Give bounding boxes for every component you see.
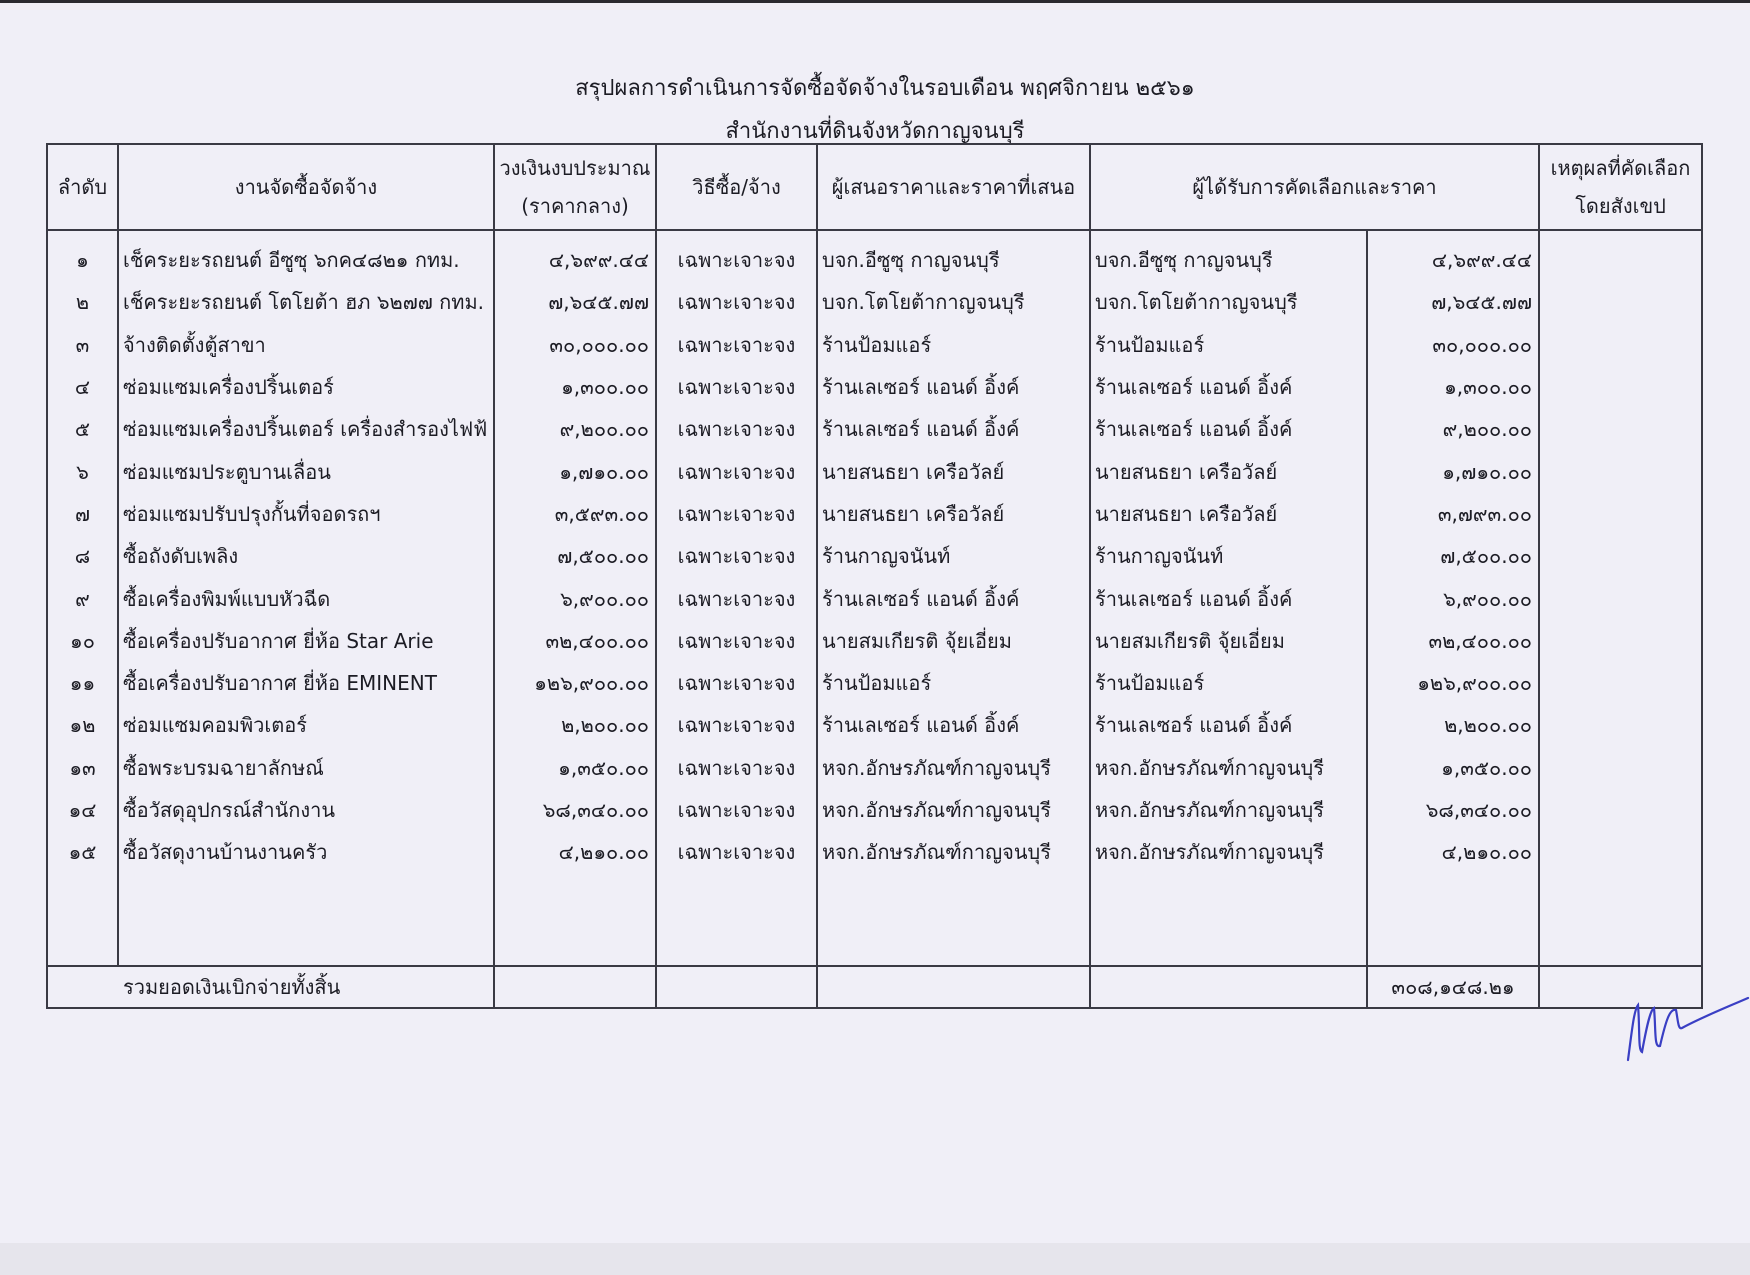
cell-bidder: หจก.อักษรภัณฑ์กาญจนบุรี xyxy=(817,747,1090,789)
cell-method: เฉพาะเจาะจง xyxy=(656,535,817,577)
total-row xyxy=(47,966,1702,1008)
cell-winner: บจก.อีซูซุ กาญจนบุรี xyxy=(1090,230,1367,281)
cell-no: ๓ xyxy=(47,324,118,366)
cell-item: ซื้อเครื่องพิมพ์แบบหัวฉีด xyxy=(118,577,494,619)
cell-no: ๙ xyxy=(47,577,118,619)
cell-bidder: ร้านเลเซอร์ แอนด์ อิ้งค์ xyxy=(817,408,1090,450)
handwritten-signature xyxy=(1620,960,1750,1070)
scan-bottom-edge xyxy=(0,1243,1750,1275)
cell-method: เฉพาะเจาะจง xyxy=(656,450,817,492)
cell-price: ๔,๖๙๙.๔๔ xyxy=(1367,230,1539,281)
cell-budget: ๗,๖๔๕.๗๗ xyxy=(494,281,656,323)
table-row xyxy=(47,577,1702,619)
cell-budget: ๗,๕๐๐.๐๐ xyxy=(494,535,656,577)
cell-budget: ๖,๙๐๐.๐๐ xyxy=(494,577,656,619)
cell-price: ๑,๓๕๐.๐๐ xyxy=(1367,747,1539,789)
cell-method: เฉพาะเจาะจง xyxy=(656,831,817,873)
cell-price: ๓,๗๙๓.๐๐ xyxy=(1367,493,1539,535)
cell-bidder: นายสนธยา เครือวัลย์ xyxy=(817,493,1090,535)
table-row xyxy=(47,662,1702,704)
header-budget-line1: วงเงินงบประมาณ xyxy=(499,156,651,180)
cell-reason xyxy=(1539,230,1702,281)
cell-budget: ๙,๒๐๐.๐๐ xyxy=(494,408,656,450)
table-row xyxy=(47,789,1702,831)
cell-item: ซ่อมแซมประตูบานเลื่อน xyxy=(118,450,494,492)
cell-bidder: ร้านป้อมแอร์ xyxy=(817,324,1090,366)
header-budget xyxy=(494,144,656,230)
table-spacer-row xyxy=(47,873,1702,966)
cell-no: ๑๓ xyxy=(47,747,118,789)
header-budget-line2: (ราคากลาง) xyxy=(521,194,629,218)
cell-no: ๔ xyxy=(47,366,118,408)
table-row xyxy=(47,281,1702,323)
cell-winner: บจก.โตโยต้ากาญจนบุรี xyxy=(1090,281,1367,323)
cell-no: ๑๑ xyxy=(47,662,118,704)
document-subtitle: สำนักงานที่ดินจังหวัดกาญจนบุรี xyxy=(725,119,1025,144)
cell-item: ซื้อวัสดุอุปกรณ์สำนักงาน xyxy=(118,789,494,831)
cell-budget: ๑,๓๐๐.๐๐ xyxy=(494,366,656,408)
cell-item: ซ่อมแซมปรับปรุงกั้นที่จอดรถฯ xyxy=(118,493,494,535)
procurement-table xyxy=(46,143,1703,1009)
cell-winner: หจก.อักษรภัณฑ์กาญจนบุรี xyxy=(1090,831,1367,873)
cell-reason xyxy=(1539,620,1702,662)
cell-bidder: ร้านเลเซอร์ แอนด์ อิ้งค์ xyxy=(817,577,1090,619)
cell-method: เฉพาะเจาะจง xyxy=(656,577,817,619)
cell-bidder: หจก.อักษรภัณฑ์กาญจนบุรี xyxy=(817,831,1090,873)
table-row xyxy=(47,366,1702,408)
cell-budget: ๓,๕๙๓.๐๐ xyxy=(494,493,656,535)
cell-method: เฉพาะเจาะจง xyxy=(656,662,817,704)
cell-reason xyxy=(1539,704,1702,746)
table-row xyxy=(47,747,1702,789)
cell-reason xyxy=(1539,789,1702,831)
cell-method: เฉพาะเจาะจง xyxy=(656,324,817,366)
cell-reason xyxy=(1539,366,1702,408)
table-row xyxy=(47,831,1702,873)
cell-budget: ๑๒๖,๙๐๐.๐๐ xyxy=(494,662,656,704)
cell-reason xyxy=(1539,408,1702,450)
cell-winner: ร้านเลเซอร์ แอนด์ อิ้งค์ xyxy=(1090,366,1367,408)
cell-budget: ๔,๖๙๙.๔๔ xyxy=(494,230,656,281)
cell-reason xyxy=(1539,662,1702,704)
table-row xyxy=(47,493,1702,535)
cell-item: ซ่อมแซมเครื่องปริ้นเตอร์ เครื่องสำรองไฟฟ้ xyxy=(118,408,494,450)
cell-method: เฉพาะเจาะจง xyxy=(656,281,817,323)
cell-price: ๑,๗๑๐.๐๐ xyxy=(1367,450,1539,492)
cell-no: ๘ xyxy=(47,535,118,577)
header-winner: ผู้ได้รับการคัดเลือกและราคา xyxy=(1090,144,1539,230)
table-row xyxy=(47,408,1702,450)
header-method: วิธีซื้อ/จ้าง xyxy=(656,144,817,230)
cell-bidder: นายสนธยา เครือวัลย์ xyxy=(817,450,1090,492)
header-row xyxy=(47,144,1702,230)
cell-no: ๑๒ xyxy=(47,704,118,746)
cell-reason xyxy=(1539,747,1702,789)
table-row xyxy=(47,535,1702,577)
cell-method: เฉพาะเจาะจง xyxy=(656,408,817,450)
cell-no: ๕ xyxy=(47,408,118,450)
cell-winner: นายสนธยา เครือวัลย์ xyxy=(1090,493,1367,535)
cell-bidder: ร้านเลเซอร์ แอนด์ อิ้งค์ xyxy=(817,704,1090,746)
cell-bidder: ร้านเลเซอร์ แอนด์ อิ้งค์ xyxy=(817,366,1090,408)
scan-top-edge xyxy=(0,0,1750,3)
cell-winner: ร้านกาญจนันท์ xyxy=(1090,535,1367,577)
cell-winner: นายสนธยา เครือวัลย์ xyxy=(1090,450,1367,492)
cell-price: ๓๒,๔๐๐.๐๐ xyxy=(1367,620,1539,662)
cell-budget: ๒,๒๐๐.๐๐ xyxy=(494,704,656,746)
cell-winner: หจก.อักษรภัณฑ์กาญจนบุรี xyxy=(1090,789,1367,831)
cell-method: เฉพาะเจาะจง xyxy=(656,366,817,408)
cell-price: ๓๐,๐๐๐.๐๐ xyxy=(1367,324,1539,366)
cell-reason xyxy=(1539,281,1702,323)
header-reason xyxy=(1539,144,1702,230)
cell-no: ๑๔ xyxy=(47,789,118,831)
cell-reason xyxy=(1539,831,1702,873)
cell-no: ๗ xyxy=(47,493,118,535)
cell-reason xyxy=(1539,324,1702,366)
cell-winner: ร้านเลเซอร์ แอนด์ อิ้งค์ xyxy=(1090,577,1367,619)
cell-item: ซื้อเครื่องปรับอากาศ ยี่ห้อ EMINENT xyxy=(118,662,494,704)
table-row xyxy=(47,704,1702,746)
cell-method: เฉพาะเจาะจง xyxy=(656,620,817,662)
cell-bidder: หจก.อักษรภัณฑ์กาญจนบุรี xyxy=(817,789,1090,831)
cell-item: ซื้อวัสดุงานบ้านงานครัว xyxy=(118,831,494,873)
cell-price: ๙,๒๐๐.๐๐ xyxy=(1367,408,1539,450)
cell-winner: ร้านเลเซอร์ แอนด์ อิ้งค์ xyxy=(1090,704,1367,746)
cell-no: ๑ xyxy=(47,230,118,281)
cell-reason xyxy=(1539,450,1702,492)
table-row xyxy=(47,450,1702,492)
cell-budget: ๔,๒๑๐.๐๐ xyxy=(494,831,656,873)
cell-method: เฉพาะเจาะจง xyxy=(656,493,817,535)
header-reason-line2: โดยสังเขป xyxy=(1575,194,1666,218)
cell-method: เฉพาะเจาะจง xyxy=(656,747,817,789)
cell-budget: ๑,๗๑๐.๐๐ xyxy=(494,450,656,492)
cell-reason xyxy=(1539,535,1702,577)
header-no: ลำดับ xyxy=(47,144,118,230)
cell-budget: ๓๐,๐๐๐.๐๐ xyxy=(494,324,656,366)
cell-price: ๖,๙๐๐.๐๐ xyxy=(1367,577,1539,619)
total-amount: ๓๐๘,๑๔๘.๒๑ xyxy=(1367,966,1539,1008)
cell-winner: ร้านป้อมแอร์ xyxy=(1090,662,1367,704)
cell-winner: หจก.อักษรภัณฑ์กาญจนบุรี xyxy=(1090,747,1367,789)
header-bidders: ผู้เสนอราคาและราคาที่เสนอ xyxy=(817,144,1090,230)
cell-budget: ๖๘,๓๔๐.๐๐ xyxy=(494,789,656,831)
cell-item: ซื้อถังดับเพลิง xyxy=(118,535,494,577)
cell-price: ๔,๒๑๐.๐๐ xyxy=(1367,831,1539,873)
cell-method: เฉพาะเจาะจง xyxy=(656,789,817,831)
cell-no: ๑๐ xyxy=(47,620,118,662)
cell-bidder: ร้านป้อมแอร์ xyxy=(817,662,1090,704)
cell-bidder: บจก.อีซูซุ กาญจนบุรี xyxy=(817,230,1090,281)
cell-budget: ๓๒,๔๐๐.๐๐ xyxy=(494,620,656,662)
header-reason-line1: เหตุผลที่คัดเลือก xyxy=(1550,156,1691,180)
cell-no: ๑๕ xyxy=(47,831,118,873)
cell-item: ซื้อเครื่องปรับอากาศ ยี่ห้อ Star Arie xyxy=(118,620,494,662)
table-row xyxy=(47,230,1702,281)
cell-no: ๒ xyxy=(47,281,118,323)
cell-item: ซ่อมแซมคอมพิวเตอร์ xyxy=(118,704,494,746)
cell-price: ๖๘,๓๔๐.๐๐ xyxy=(1367,789,1539,831)
cell-winner: ร้านเลเซอร์ แอนด์ อิ้งค์ xyxy=(1090,408,1367,450)
cell-price: ๒,๒๐๐.๐๐ xyxy=(1367,704,1539,746)
cell-item: เช็คระยะรถยนต์ โตโยต้า ฮภ ๖๒๗๗ กทม. xyxy=(118,281,494,323)
cell-price: ๗,๖๔๕.๗๗ xyxy=(1367,281,1539,323)
cell-price: ๑,๓๐๐.๐๐ xyxy=(1367,366,1539,408)
cell-winner: นายสมเกียรติ จุ้ยเอี่ยม xyxy=(1090,620,1367,662)
cell-budget: ๑,๓๕๐.๐๐ xyxy=(494,747,656,789)
cell-no: ๖ xyxy=(47,450,118,492)
header-item: งานจัดซื้อจัดจ้าง xyxy=(118,144,494,230)
cell-bidder: ร้านกาญจนันท์ xyxy=(817,535,1090,577)
cell-price: ๑๒๖,๙๐๐.๐๐ xyxy=(1367,662,1539,704)
cell-item: จ้างติดตั้งตู้สาขา xyxy=(118,324,494,366)
cell-price: ๗,๕๐๐.๐๐ xyxy=(1367,535,1539,577)
cell-winner: ร้านป้อมแอร์ xyxy=(1090,324,1367,366)
cell-item: ซื้อพระบรมฉายาลักษณ์ xyxy=(118,747,494,789)
document-title: สรุปผลการดำเนินการจัดซื้อจัดจ้างในรอบเดือน พฤศจิกายน ๒๕๖๑ xyxy=(575,76,1195,101)
cell-method: เฉพาะเจาะจง xyxy=(656,230,817,281)
cell-item: ซ่อมแซมเครื่องปริ้นเตอร์ xyxy=(118,366,494,408)
cell-reason xyxy=(1539,577,1702,619)
cell-item: เช็คระยะรถยนต์ อีซูซุ ๖กค๔๘๒๑ กทม. xyxy=(118,230,494,281)
table-row xyxy=(47,324,1702,366)
cell-method: เฉพาะเจาะจง xyxy=(656,704,817,746)
cell-bidder: นายสมเกียรติ จุ้ยเอี่ยม xyxy=(817,620,1090,662)
cell-bidder: บจก.โตโยต้ากาญจนบุรี xyxy=(817,281,1090,323)
table-row xyxy=(47,620,1702,662)
total-label: รวมยอดเงินเบิกจ่ายทั้งสิ้น xyxy=(47,966,494,1008)
cell-reason xyxy=(1539,493,1702,535)
